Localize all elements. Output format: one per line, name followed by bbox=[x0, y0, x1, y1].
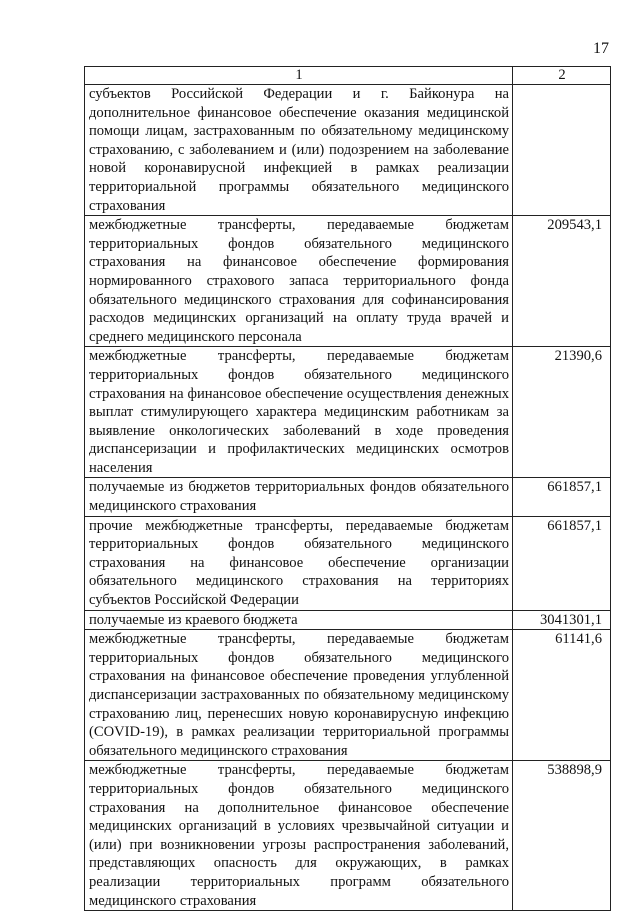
row-amount: 661857,1 bbox=[513, 478, 611, 516]
table-row bbox=[85, 216, 611, 347]
table-row bbox=[85, 610, 611, 630]
table-row bbox=[85, 516, 611, 610]
row-amount: 209543,1 bbox=[513, 216, 611, 347]
page-number: 17 bbox=[593, 40, 609, 57]
row-description: получаемые из краевого бюджета bbox=[85, 610, 513, 630]
column-header-description: 1 bbox=[85, 67, 513, 85]
row-description: субъектов Российской Федерации и г. Байконура на дополнительное финансовое обеспечение оказания медицинской помощи лицам, застрахованным по обязательному медицинскому страхованию, с заболеванием и (или) подозрением на заболевание новой коронавирусной инфекцией в рамках реализации территориальной программы обязательного медицинского страхования bbox=[85, 85, 513, 216]
table-row bbox=[85, 630, 611, 761]
row-amount: 3041301,1 bbox=[513, 610, 611, 630]
row-amount: 661857,1 bbox=[513, 516, 611, 610]
row-description: межбюджетные трансферты, передаваемые бюджетам территориальных фондов обязательного медицинского страхования на финансовое обеспечение проведения углубленной диспансеризации застрахованных по обязательному медицинскому страхованию лиц, перенесших новую коронавирусную инфекцию (COVID-19), в рамках реализации территориальной программы обязательного медицинского страхования bbox=[85, 630, 513, 761]
budget-table bbox=[84, 66, 611, 911]
row-description: получаемые из бюджетов территориальных фондов обязательного медицинского страхования bbox=[85, 478, 513, 516]
row-amount: 538898,9 bbox=[513, 761, 611, 911]
row-description: межбюджетные трансферты, передаваемые бюджетам территориальных фондов обязательного медицинского страхования на финансовое обеспечение осуществления денежных выплат стимулирующего характера медицинским работникам за выявление онкологических заболеваний в ходе проведения диспансеризации и профилактических медицинских осмотров населения bbox=[85, 347, 513, 478]
table-row bbox=[85, 347, 611, 478]
table-header-row bbox=[85, 67, 611, 85]
column-header-amount: 2 bbox=[513, 67, 611, 85]
table-row bbox=[85, 761, 611, 911]
row-amount: 61141,6 bbox=[513, 630, 611, 761]
row-amount: 21390,6 bbox=[513, 347, 611, 478]
row-amount bbox=[513, 85, 611, 216]
row-description: межбюджетные трансферты, передаваемые бюджетам территориальных фондов обязательного медицинского страхования на дополнительное финансовое обеспечение медицинских организаций в условиях чрезвычайной ситуации и (или) при возникновении угрозы распространения заболеваний, представляющих опасность для окружающих, в рамках реализации территориальных программ обязательного медицинского страхования bbox=[85, 761, 513, 911]
row-description: межбюджетные трансферты, передаваемые бюджетам территориальных фондов обязательного медицинского страхования на финансовое обеспечение формирования нормированного страхового запаса территориального фонда обязательного медицинского страхования для софинансирования расходов медицинских организаций на оплату труда врачей и среднего медицинского персонала bbox=[85, 216, 513, 347]
row-description: прочие межбюджетные трансферты, передаваемые бюджетам территориальных фондов обязательного медицинского страхования на финансовое обеспечение организации обязательного медицинского страхования на территориях субъектов Российской Федерации bbox=[85, 516, 513, 610]
table-row bbox=[85, 478, 611, 516]
table-row bbox=[85, 85, 611, 216]
